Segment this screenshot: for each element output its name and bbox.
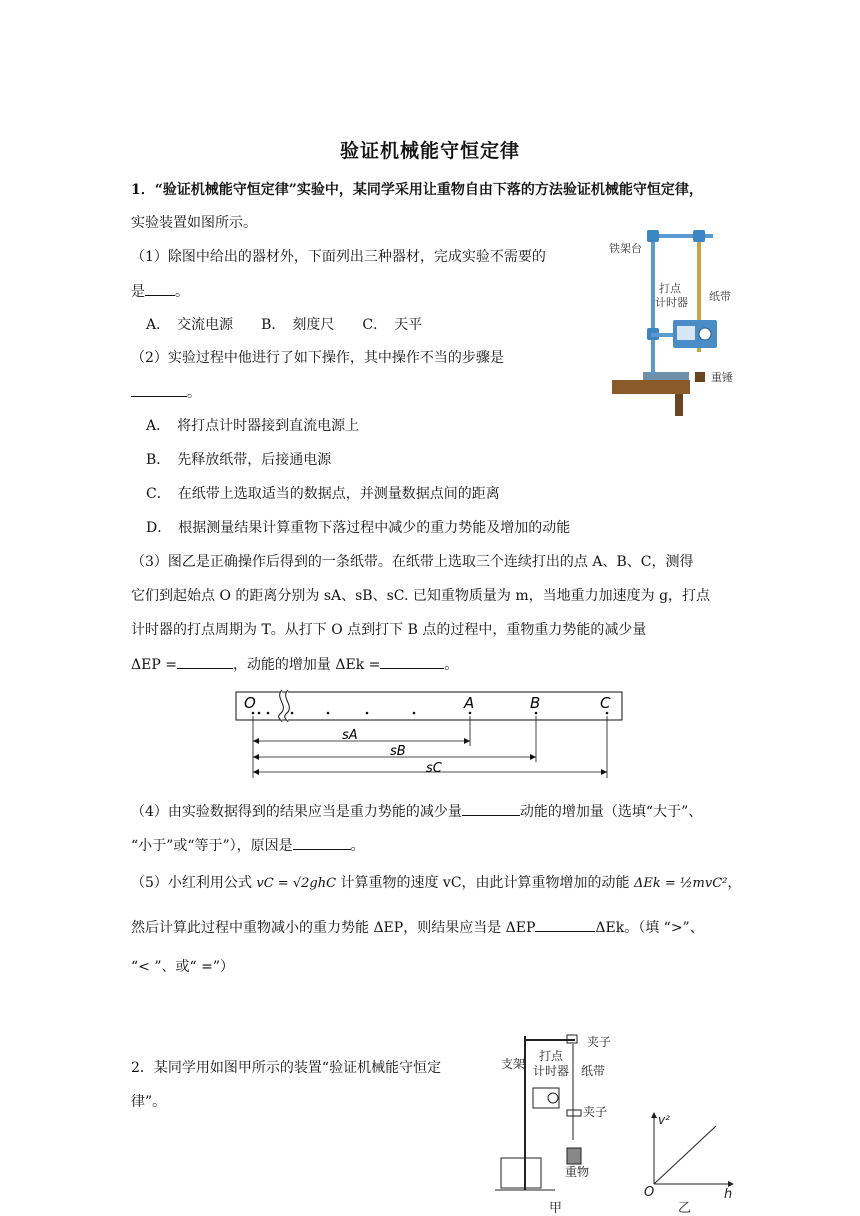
q1-part4-lead: （4）由实验数据得到的结果应当是重力势能的减少量	[131, 804, 462, 820]
q1-intro-line1: 1．“验证机械能守恒定律”实验中，某同学采用让重物自由下落的方法验证机械能守恒定律，	[131, 182, 703, 198]
q1-part2-option-c: C． 在纸带上选取适当的数据点，并测量数据点间的距离	[146, 486, 500, 502]
label-support: 支架	[501, 1057, 526, 1071]
tape-label-b: B	[530, 694, 541, 712]
axis-label-v2: v²	[658, 1113, 670, 1127]
q1-part4-tail: 动能的增加量（选填“大于”、	[519, 804, 703, 820]
q1-part1-line2	[131, 281, 189, 302]
label-jia: 甲	[549, 1201, 563, 1216]
label-timer-1: 打点	[539, 1049, 564, 1063]
label-paper-tape: 纸带	[709, 290, 731, 303]
q1-part4-line2	[131, 835, 365, 856]
q1-part3-line1: （3）图乙是正确操作后得到的一条纸带。在纸带上选取三个连续打出的点 A、B、C，测得	[131, 554, 694, 570]
answer-blank[interactable]	[145, 281, 175, 296]
q1-part3-line4	[131, 654, 458, 675]
q1-part5-lead: （5）小红利用公式	[131, 875, 252, 891]
q1-part2-option-a: A． 将打点计时器接到直流电源上	[146, 418, 360, 434]
tape-label-o: O	[244, 694, 256, 712]
tape-label-sa: sA	[342, 728, 358, 743]
q1-part5-fill-hint: ΔEk。（填 “>”、	[595, 920, 704, 936]
q1-part2-line1: （2）实验过程中他进行了如下操作，其中操作不当的步骤是	[131, 350, 504, 366]
delta-ek-label: ，动能的增加量 ΔEk =	[232, 657, 381, 673]
q1-part2-option-d: D． 根据测量结果计算重物下落过程中减少的重力势能及增加的动能	[146, 520, 571, 536]
answer-blank[interactable]	[293, 835, 351, 850]
label-heavy-object: 重物	[565, 1165, 590, 1179]
formula-vc: vC = √2ghC	[256, 876, 337, 891]
graph-figure-yi	[640, 1108, 740, 1216]
q1-part2-line2	[131, 382, 201, 403]
q1-part4-line1	[131, 801, 702, 822]
label-clip-mid: 夹子	[583, 1105, 608, 1119]
label-iron-stand: 铁架台	[609, 242, 642, 255]
q1-part5-line2	[131, 917, 704, 938]
q1-intro-line2: 实验装置如图所示。	[131, 215, 257, 231]
delta-ep-label: ΔEP =	[131, 657, 177, 673]
q1-part1-end: 。	[175, 284, 189, 300]
page-title: 验证机械能守恒定律	[339, 140, 520, 162]
q1-part5-line1: （5）小红利用公式 vC = √2ghC 计算重物的速度 vC，由此计算重物增加的动能 ΔEk = ½mvC²，	[131, 875, 742, 891]
q1-part1-options: A． 交流电源 B． 刻度尺 C． 天平	[146, 317, 423, 333]
label-timer-2: 计时器	[533, 1064, 570, 1078]
answer-blank[interactable]	[380, 654, 444, 669]
label-timer-1: 打点	[659, 282, 681, 295]
q2-text-line1: 2．某同学用如图甲所示的装置“验证机械能守恒定	[131, 1060, 442, 1076]
q1-part3-line2: 它们到起始点 O 的距离分别为 sA、sB、sC. 已知重物质量为 m，当地重力加速度为 g，打点	[131, 588, 711, 604]
q1-part4-reason: “小于”或“等于”），原因是	[131, 838, 293, 854]
label-clip-top: 夹子	[587, 1035, 612, 1049]
answer-blank[interactable]	[177, 654, 233, 669]
q1-part1-line1: （1）除图中给出的器材外，下面列出三种器材，完成实验不需要的	[131, 249, 546, 265]
label-yi: 乙	[678, 1201, 692, 1216]
q1-part5-mid: 计算重物的速度 vC，由此计算重物增加的动能	[340, 875, 630, 891]
answer-blank[interactable]	[535, 917, 595, 932]
q1-part5-line3: “< ”、或“ =”）	[131, 959, 234, 975]
answer-blank[interactable]	[131, 382, 187, 397]
apparatus-figure-1	[607, 220, 757, 420]
q2-text-line2: 律”。	[131, 1094, 167, 1110]
q1-part3-line3: 计时器的打点周期为 T。从打下 O 点到打下 B 点的过程中，重物重力势能的减少量	[131, 622, 647, 638]
tape-label-sb: sB	[390, 744, 406, 759]
q1-part5-compare: 然后计算此过程中重物减小的重力势能 ΔEP，则结果应当是 ΔEP	[131, 920, 536, 936]
tape-label-a: A	[464, 694, 475, 712]
formula-ek: ΔEk = ½mvC²	[634, 876, 728, 891]
axis-label-h: h	[724, 1187, 733, 1202]
label-paper-tape: 纸带	[581, 1064, 606, 1078]
q1-part4-end: 。	[350, 838, 365, 854]
q1-part3-end: 。	[444, 657, 459, 673]
q1-part1-lead: 是	[131, 284, 145, 300]
label-timer-2: 计时器	[655, 296, 688, 309]
apparatus-figure-jia	[495, 1030, 645, 1216]
paper-tape-figure	[230, 686, 630, 782]
tape-label-c: C	[600, 694, 611, 712]
tape-label-sc: sC	[426, 761, 442, 776]
origin-label: O	[644, 1185, 655, 1200]
answer-blank[interactable]	[462, 801, 520, 816]
q1-part2-option-b: B． 先释放纸带，后接通电源	[146, 452, 332, 468]
q1-part2-end: 。	[187, 385, 201, 401]
label-weight: 重锤	[711, 371, 733, 384]
